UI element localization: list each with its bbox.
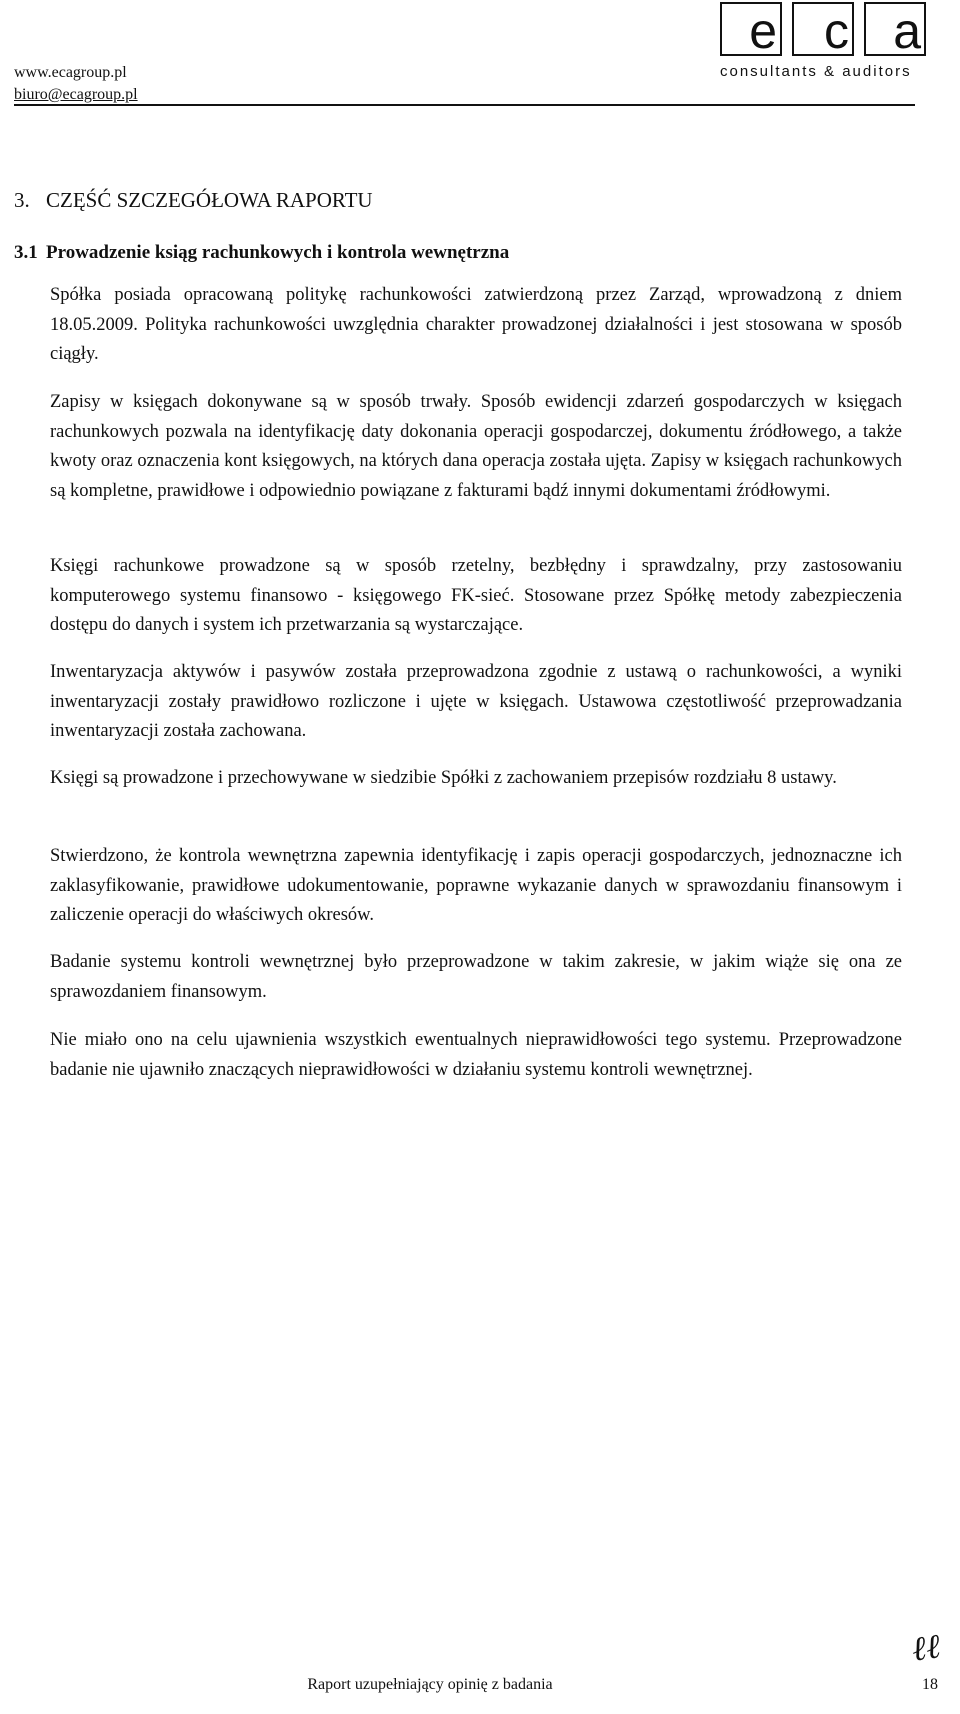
paragraph-accounting-policy: Spółka posiada opracowaną politykę rachunkowości zatwierdzoną przez Zarząd, wprowadzoną z dniem 18.05.2009. Polityka rachunkowości uwzględnia charakter prowadzonej działalności i jest stosowana w sposób ciągły.	[50, 285, 902, 364]
page-number: 18	[922, 1676, 938, 1693]
section-heading	[14, 188, 373, 213]
logo-letter-a: a	[864, 2, 926, 56]
logo-letter-c: c	[792, 2, 854, 56]
paragraph-scope: Badanie systemu kontroli wewnętrznej było przeprowadzone w takim zakresie, w jakim wiąże się ona ze sprawozdaniem finansowym.	[50, 952, 902, 1002]
header-divider	[14, 104, 915, 106]
subsection-number: 3.1	[14, 242, 38, 263]
footer-title: Raport uzupełniający opinię z badania	[307, 1676, 553, 1693]
paragraph-internal-control: Stwierdzono, że kontrola wewnętrzna zapewnia identyfikację i zapis operacji gospodarczych, jednoznaczne ich zaklasyfikowanie, prawidłowe udokumentowanie, poprawne wykazanie danych w sprawozdaniu finansowym i zaliczenie operacji do właściwych okresów.	[50, 846, 902, 925]
website-link[interactable]: www.ecagroup.pl	[14, 64, 127, 81]
subsection-title: Prowadzenie ksiąg rachunkowych i kontrola wewnętrzna	[46, 242, 510, 263]
email-link[interactable]: biuro@ecagroup.pl	[14, 86, 138, 103]
section-number: 3.	[14, 188, 30, 212]
header-contact	[14, 62, 138, 106]
subsection-heading	[14, 242, 509, 264]
paragraph-records: Zapisy w księgach dokonywane są w sposób trwały. Sposób ewidencji zdarzeń gospodarczych w księgach rachunkowych pozwala na identyfikację daty dokonania operacji gospodarczej, dokumentu źródłowego, a także kwoty oraz oznaczenia kont księgowych, na których dana operacja została ujęta. Zapisy w księgach rachunkowych są kompletne, prawidłowe i odpowiednio powiązane z fakturami bądź innymi dokumentami źródłowymi.	[50, 392, 902, 501]
logo-letter-e: e	[720, 2, 782, 56]
logo-tagline: consultants & auditors	[720, 63, 912, 80]
paragraph-findings: Nie miało ono na celu ujawnienia wszystkich ewentualnych nieprawidłowości tego systemu. Przeprowadzone badanie nie ujawniło znaczących nieprawidłowości w działaniu systemu kontroli wewnętrznej.	[50, 1030, 902, 1080]
paragraph-inventory: Inwentaryzacja aktywów i pasywów została przeprowadzona zgodnie z ustawą o rachunkowości, a wyniki inwentaryzacji zostały prawidłowo rozliczone i ujęte w księgach. Ustawowa częstotliwość przeprowadzania inwentaryzacji została zachowana.	[50, 662, 902, 741]
section-title: CZĘŚĆ SZCZEGÓŁOWA RAPORTU	[46, 188, 373, 212]
eca-logo	[720, 2, 942, 80]
handwritten-initials: ℓℓ	[909, 1628, 943, 1669]
paragraph-storage: Księgi są prowadzone i przechowywane w siedzibie Spółki z zachowaniem przepisów rozdziału 8 ustawy.	[50, 768, 837, 788]
paragraph-books-system: Księgi rachunkowe prowadzone są w sposób rzetelny, bezbłędny i sprawdzalny, przy zastosowaniu komputerowego systemu finansowo - księgowego FK-sieć. Stosowane przez Spółkę metody zabezpieczenia dostępu do danych i system ich przetwarzania są wystarczające.	[50, 556, 902, 635]
